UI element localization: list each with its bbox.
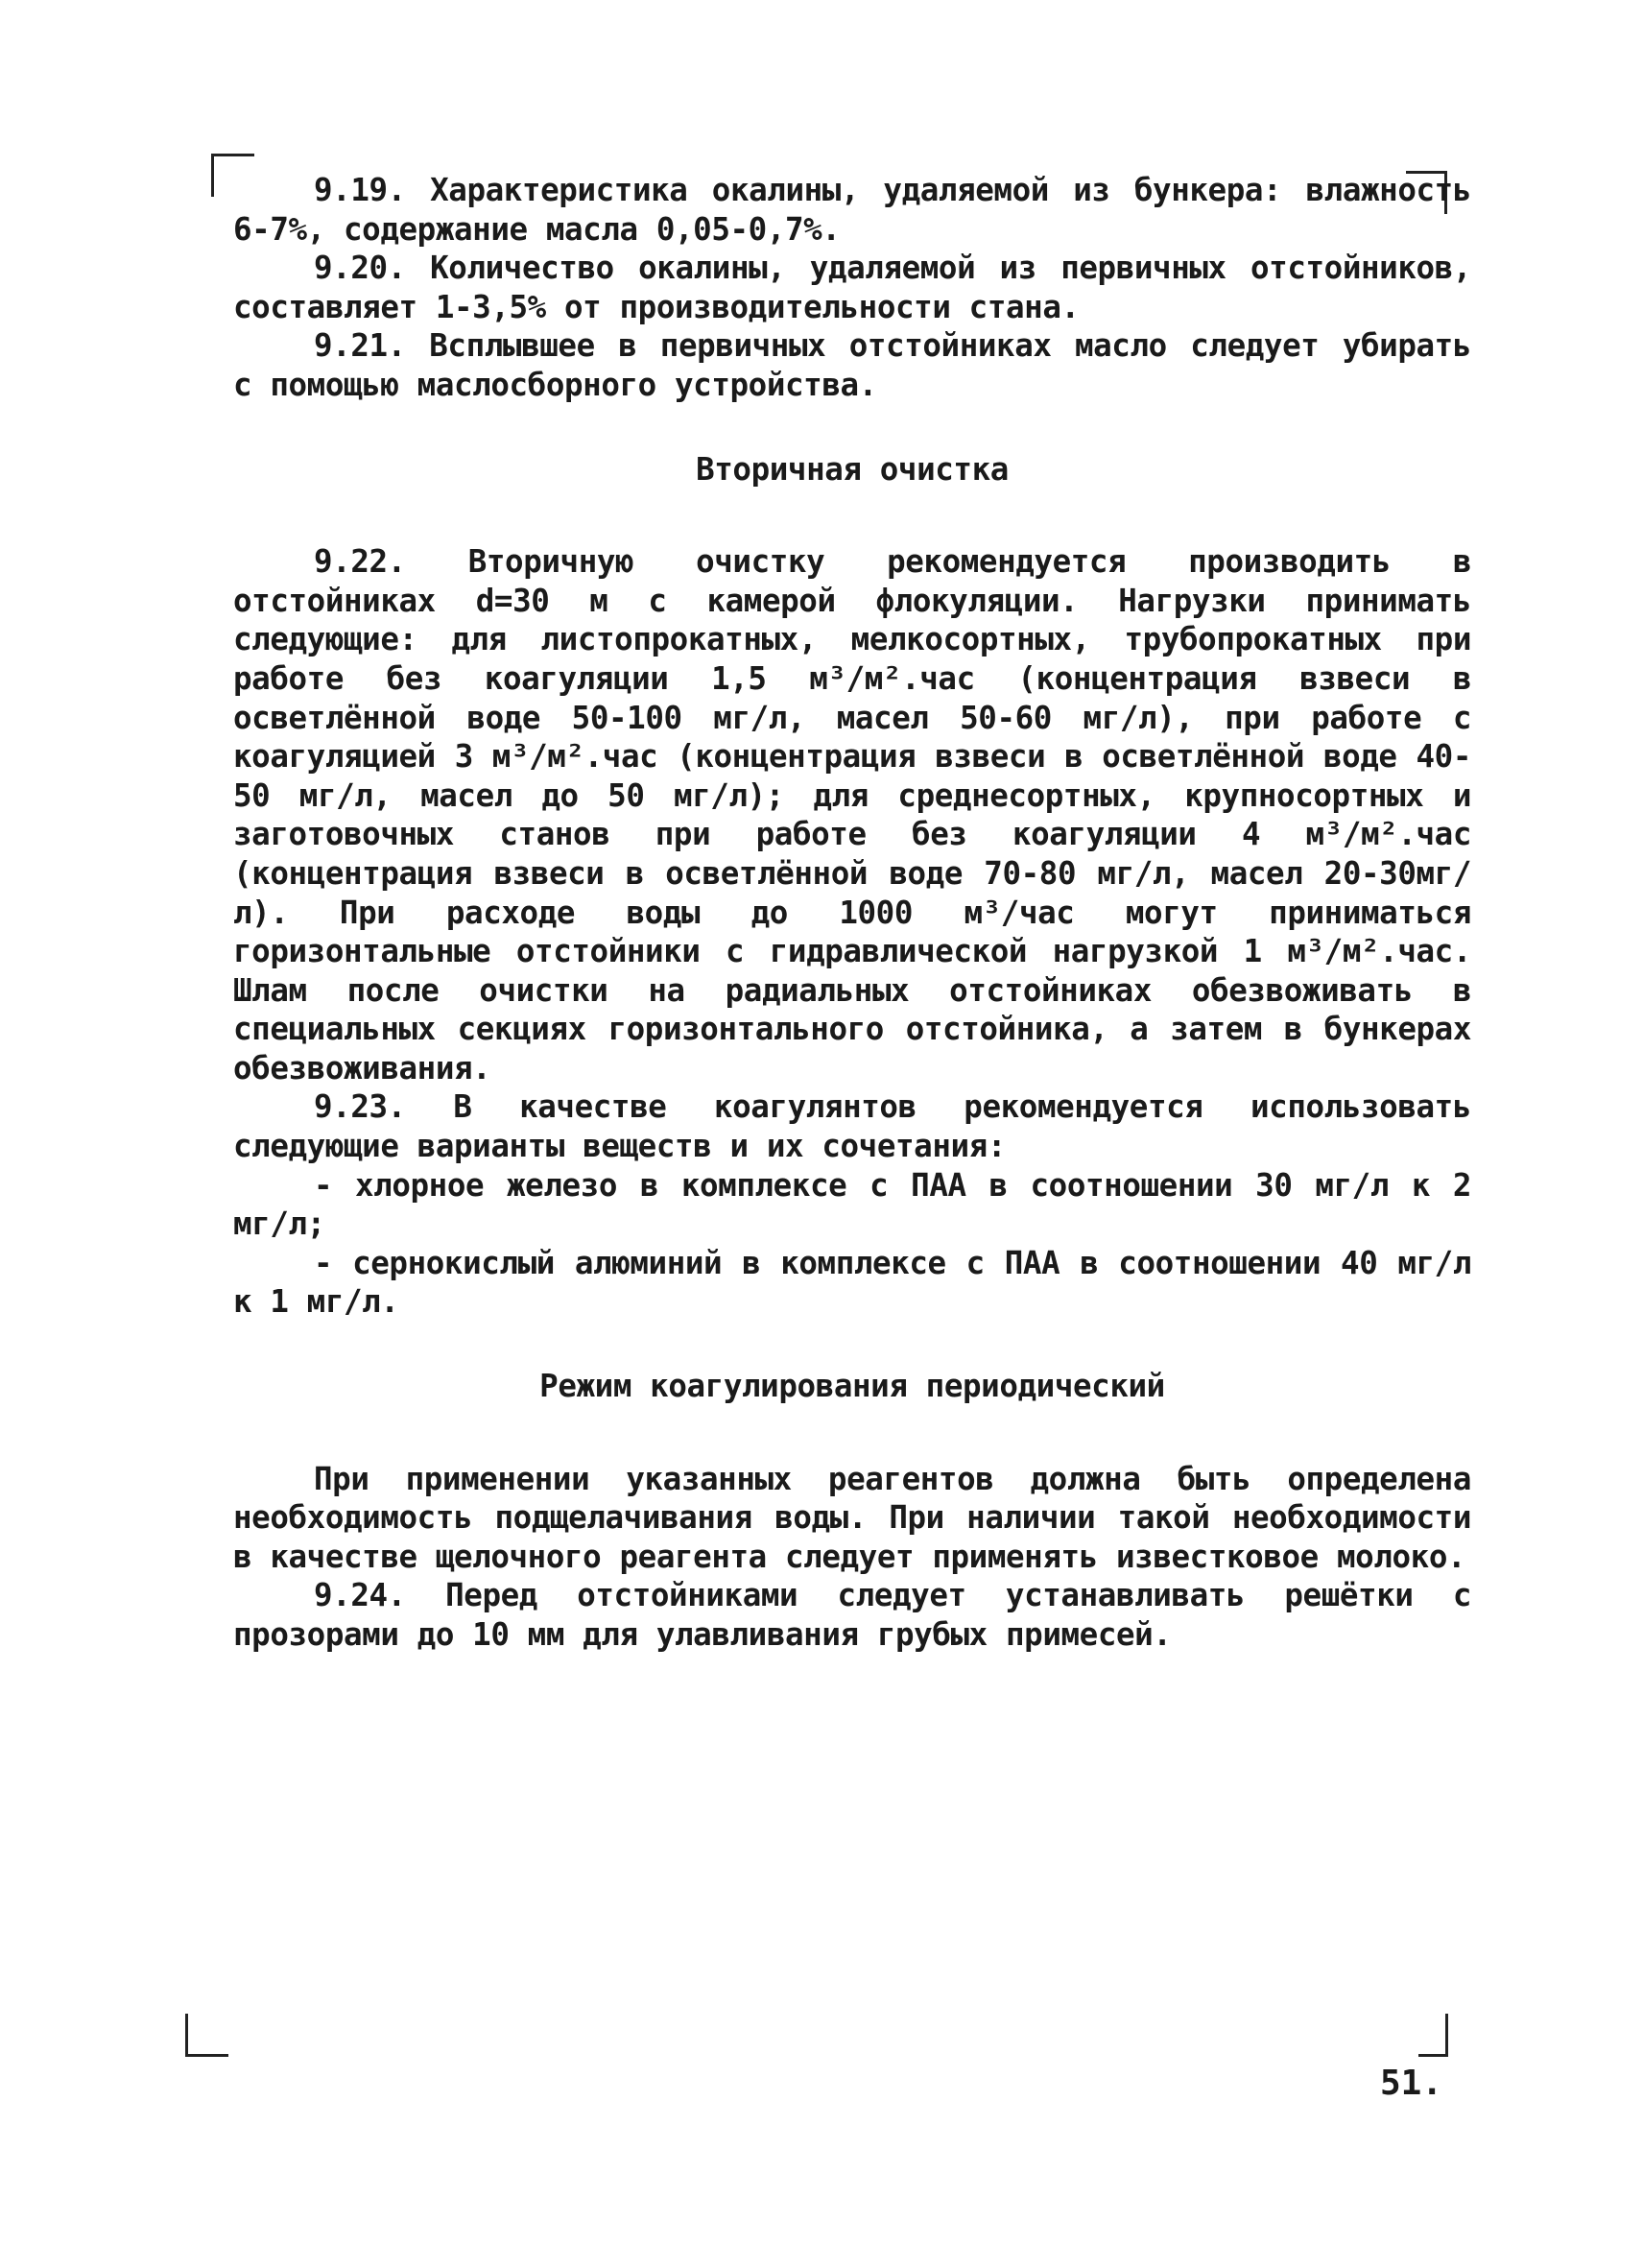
paragraph-alkalization: При применении указанных реагентов должна быть определена необходимость подщелачивания воды. При наличии такой необходимости в качестве щелочного реагента следует применять известковое молоко. <box>233 1460 1490 1575</box>
document-body <box>233 171 1490 1655</box>
paragraph-9-24: 9.24. Перед отстойниками следует устанавливать решётки с прозорами до 10 мм для улавливания грубых примесей. <box>233 1577 1490 1653</box>
page-number: 51. <box>1380 2064 1443 2103</box>
list-item-aluminium-sulfate: - сернокислый алюминий в комплексе с ПАА в соотношении 40 мг/л к 1 мг/л. <box>233 1244 1490 1321</box>
crop-mark-bottom-right <box>1418 2014 1448 2057</box>
list-item-ferric-chloride: - хлорное железо в комплексе с ПАА в соотношении 30 мг/л к 2 мг/л; <box>233 1166 1490 1243</box>
paragraph-9-21: 9.21. Всплывшее в первичных отстойниках масло следует убирать с помощью маслосборного устройства. <box>233 327 1490 403</box>
paragraph-9-23: 9.23. В качестве коагулянтов рекомендуется использовать следующие варианты веществ и их сочетания: <box>233 1088 1490 1165</box>
section-heading-coagulation-mode: Режим коагулирования периодический <box>539 1368 1165 1405</box>
section-heading-secondary-treatment: Вторичная очистка <box>696 450 1009 488</box>
paragraph-9-20: 9.20. Количество окалины, удаляемой из первичных отстойников, составляет 1-3,5% от производительности стана. <box>233 250 1490 325</box>
crop-mark-bottom-left <box>185 2014 228 2057</box>
paragraph-9-22: 9.22. Вторичную очистку рекомендуется производить в отстойниках d=30 м с камерой флокуляции. Нагрузки принимать следующие: для листопрокатных, мелкосортных, трубопрокатных при работе без коагуляции 1,5 м³/м².час (концентрация взвеси в осветлённой воде 50-100 мг/л, масел 50-60 мг/л), при работе с коагуляцией 3 м³/м².час (концентрация взвеси в осветлённой воде 40-50 мг/л, масел до 50 мг/л); для среднесортных, крупносортных и заготовочных станов при работе без коагуляции 4 м³/м².час (концентрация взвеси в осветлённой воде 70-80 мг/л, масел 20-30мг/л). При расходе воды до 1000 м³/час могут приниматься горизонтальные отстойники с гидравлической нагрузкой 1 м³/м².час. Шлам после очистки на радиальных отстойниках обезвоживать в специальных секциях горизонтального отстойника, а затем в бункерах обезвоживания. <box>233 543 1490 1086</box>
paragraph-9-19: 9.19. Характеристика окалины, удаляемой из бункера: влажность 6-7%, содержание масла 0,05-0,7%. <box>233 172 1490 248</box>
